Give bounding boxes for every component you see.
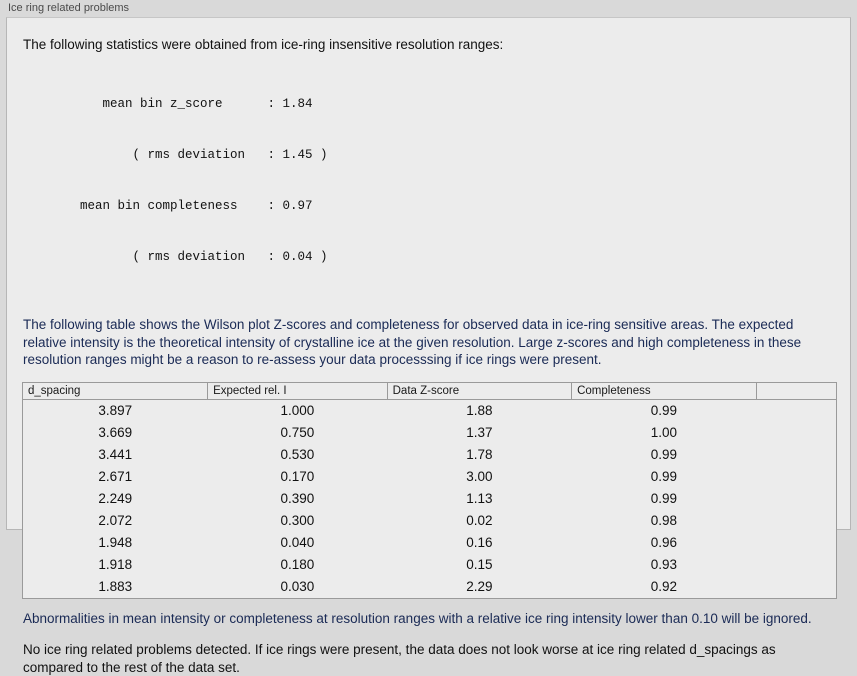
table-row[interactable] [23,444,836,466]
cell-expected-rel-i: 0.040 [280,535,315,550]
table-body [23,399,836,598]
stat-mean-bin-z-score: mean bin z_score : 1.84 [65,97,313,111]
cell-expected-rel-i: 0.300 [280,513,315,528]
cell-data-z-score: 2.29 [466,579,493,594]
cell-d-spacing: 1.948 [98,535,133,550]
column-header-completeness[interactable]: Completeness [572,383,757,400]
cell-completeness: 0.92 [650,579,678,594]
cell-data-z-score: 0.02 [466,513,493,528]
stat-mean-bin-completeness: mean bin completeness : 0.97 [65,199,313,213]
cell-expected-rel-i: 0.530 [280,447,315,462]
cell-completeness: 1.00 [650,425,678,440]
column-header-d-spacing[interactable]: d_spacing [23,383,208,400]
intro-text: The following statistics were obtained from ice-ring insensitive resolution ranges: [23,37,504,52]
cell-completeness: 0.96 [650,535,678,550]
cell-data-z-score: 0.15 [466,557,493,572]
cell-empty [756,466,836,488]
column-header-expected-rel-i[interactable]: Expected rel. I [208,383,388,400]
cell-empty [756,488,836,510]
cell-data-z-score: 1.13 [466,491,493,506]
table-row[interactable] [23,576,836,598]
footnote-conclusion: No ice ring related problems detected. If ice rings were present, the data does not look worse at ice ring related d_spacings as compared to the rest of the data set. [23,642,776,675]
cell-expected-rel-i: 0.030 [280,579,315,594]
cell-empty [756,554,836,576]
cell-d-spacing: 1.883 [98,579,133,594]
cell-completeness: 0.99 [650,403,678,418]
table-row[interactable] [23,466,836,488]
cell-completeness: 0.99 [650,491,678,506]
cell-empty [756,444,836,466]
cell-d-spacing: 1.918 [98,557,133,572]
table-row[interactable] [23,488,836,510]
ice-ring-table [23,383,836,598]
stat-z-score-rms-deviation: ( rms deviation : 1.45 ) [65,148,328,162]
cell-data-z-score: 0.16 [466,535,493,550]
cell-d-spacing: 2.072 [98,513,133,528]
table-row[interactable] [23,399,836,422]
table-row[interactable] [23,510,836,532]
cell-completeness: 0.99 [650,447,678,462]
window-titlebar [0,0,857,17]
cell-d-spacing: 3.669 [98,425,133,440]
cell-empty [756,422,836,444]
cell-d-spacing: 2.671 [98,469,133,484]
cell-expected-rel-i: 0.170 [280,469,315,484]
summary-statistics [65,62,836,300]
table-row[interactable] [23,554,836,576]
column-header-empty[interactable] [756,383,836,400]
cell-completeness: 0.99 [650,469,678,484]
footnote-abnormalities: Abnormalities in mean intensity or completeness at resolution ranges with a relative ice ring intensity lower than 0.10 will be ignored. [23,610,812,626]
stat-completeness-rms-deviation: ( rms deviation : 0.04 ) [65,250,328,264]
table-description: The following table shows the Wilson plot Z-scores and completeness for observed data in ice-ring sensitive areas. The expected relative intensity is the theoretical intensity of crystalline ice at the given resolution. Large z-scores and high completeness in these resolution ranges might be a reason to re-assess your data processsing if ice rings were present. [23,317,802,367]
cell-data-z-score: 1.37 [466,425,493,440]
cell-d-spacing: 2.249 [98,491,133,506]
cell-empty [756,532,836,554]
cell-expected-rel-i: 0.750 [280,425,315,440]
cell-empty [756,510,836,532]
table-header-row [23,383,836,400]
report-panel [6,17,851,675]
cell-data-z-score: 1.88 [466,403,493,418]
cell-data-z-score: 1.78 [466,447,493,462]
table-row[interactable] [23,422,836,444]
cell-completeness: 0.98 [650,513,678,528]
table-row[interactable] [23,532,836,554]
cell-empty [756,576,836,598]
cell-d-spacing: 3.441 [98,447,133,462]
cell-data-z-score: 3.00 [466,469,493,484]
cell-expected-rel-i: 1.000 [280,403,315,418]
cell-expected-rel-i: 0.180 [280,557,315,572]
cell-empty [756,399,836,422]
window-title: Ice ring related problems [8,2,130,14]
column-header-data-z-score[interactable]: Data Z-score [387,383,571,400]
ice-ring-table-container [22,382,837,599]
cell-completeness: 0.93 [650,557,678,572]
cell-expected-rel-i: 0.390 [280,491,315,506]
table-header [23,383,836,400]
cell-d-spacing: 3.897 [98,403,133,418]
